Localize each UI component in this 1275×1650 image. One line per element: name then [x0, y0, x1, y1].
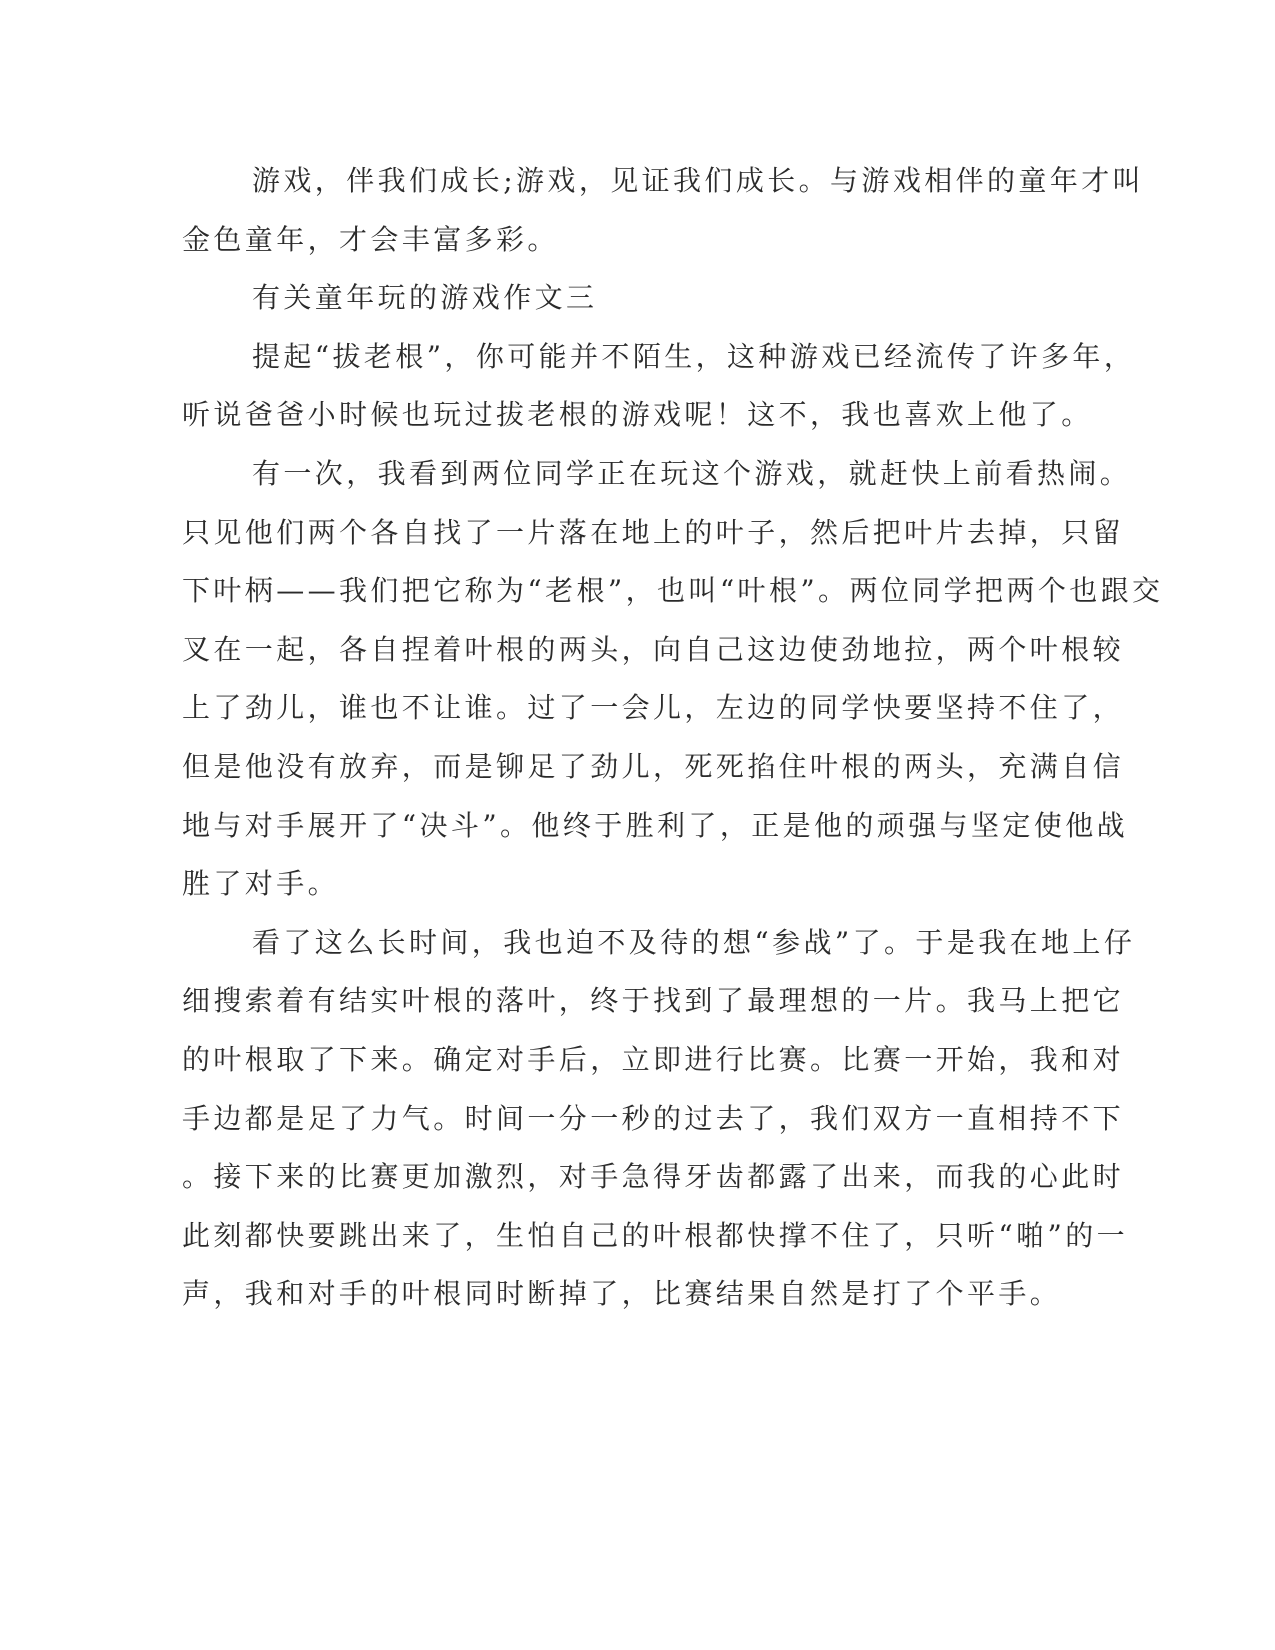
text-line: 细搜索着有结实叶根的落叶，终于找到了最理想的一片。我马上把它: [182, 984, 1125, 1018]
text-line: 此刻都快要跳出来了，生怕自己的叶根都快撑不住了，只听“啪”的一: [182, 1218, 1129, 1252]
section-heading: 有关童年玩的游戏作文三: [252, 281, 598, 315]
text-line: 。接下来的比赛更加激烈，对手急得牙齿都露了出来，而我的心此时: [182, 1160, 1125, 1194]
text-line: 上了劲儿，谁也不让谁。过了一会儿，左边的同学快要坚持不住了，: [182, 691, 1125, 725]
text-line: 地与对手展开了“决斗”。他终于胜利了，正是他的顽强与坚定使他战: [182, 808, 1129, 842]
text-line: 听说爸爸小时候也玩过拔老根的游戏呢！这不，我也喜欢上他了。: [182, 398, 1093, 432]
text-line: 胜了对手。: [182, 867, 340, 901]
text-line: 的叶根取了下来。确定对手后，立即进行比赛。比赛一开始，我和对: [182, 1042, 1125, 1076]
text-line: 只见他们两个各自找了一片落在地上的叶子，然后把叶片去掉，只留: [182, 515, 1125, 549]
text-line: 游戏，伴我们成长;游戏，见证我们成长。与游戏相伴的童年才叫: [252, 164, 1145, 197]
text-line: 下叶柄——我们把它称为“老根”，也叫“叶根”。两位同学把两个也跟交: [182, 574, 1164, 608]
text-line: 看了这么长时间，我也迫不及待的想“参战”了。于是我在地上仔: [252, 925, 1136, 959]
document-body: [182, 152, 1164, 1324]
text-line: 手边都是足了力气。时间一分一秒的过去了，我们双方一直相持不下: [182, 1101, 1125, 1135]
text-line: 叉在一起，各自捏着叶根的两头，向自己这边使劲地拉，两个叶根较: [182, 632, 1125, 666]
text-line: 但是他没有放弃，而是铆足了劲儿，死死掐住叶根的两头，充满自信: [182, 749, 1125, 783]
text-line: 声，我和对手的叶根同时断掉了，比赛结果自然是打了个平手。: [182, 1277, 1062, 1311]
text-line: 提起“拔老根”，你可能并不陌生，这种游戏已经流传了许多年，: [252, 339, 1136, 373]
text-line: 有一次，我看到两位同学正在玩这个游戏，就赶快上前看热闹。: [252, 456, 1132, 490]
text-line: 金色童年，才会丰富多彩。: [182, 222, 559, 256]
